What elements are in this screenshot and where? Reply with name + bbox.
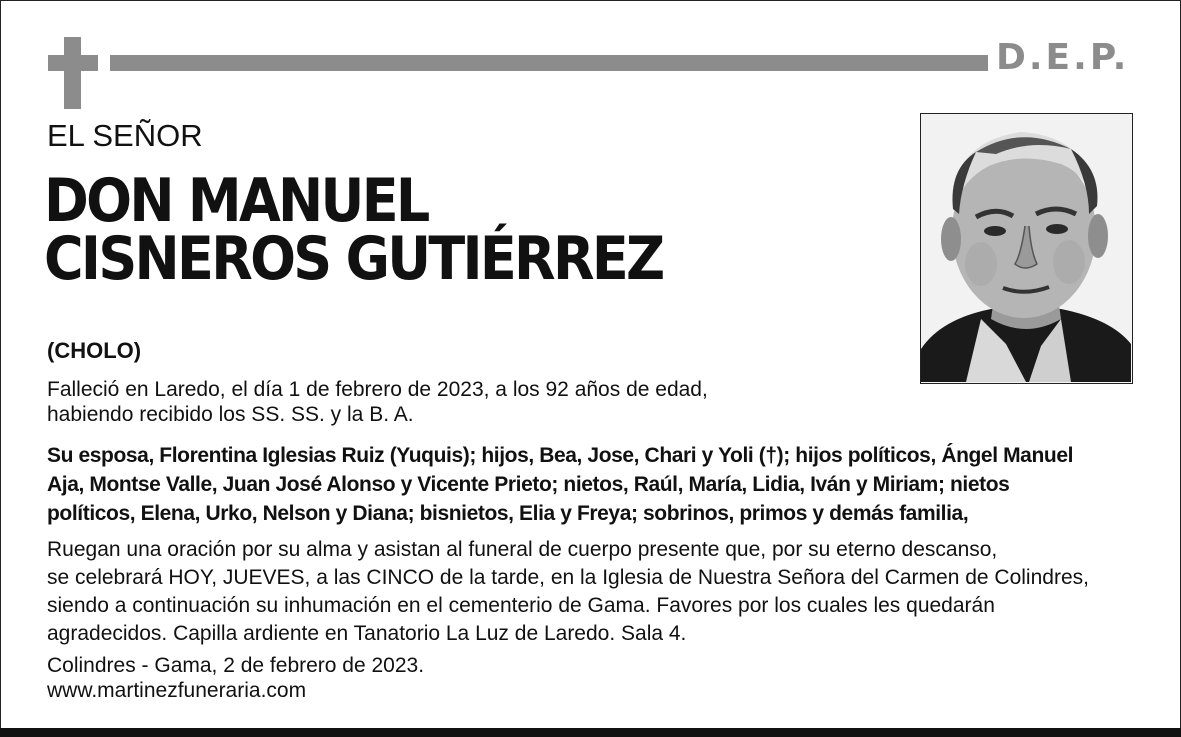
family-line: Su esposa, Florentina Iglesias Ruiz (Yuquis); hijos, Bea, Jose, Chari y Yoli (†); hijos políticos, Ángel Manuel bbox=[47, 444, 1074, 467]
website-link[interactable]: www.martinezfuneraria.com bbox=[47, 679, 307, 702]
death-paragraph bbox=[47, 377, 708, 427]
header-rule bbox=[110, 55, 988, 71]
funeral-paragraph bbox=[47, 536, 1089, 648]
funeral-line: agradecidos. Capilla ardiente en Tanatorio La Luz de Laredo. Sala 4. bbox=[47, 622, 687, 645]
portrait-image bbox=[921, 114, 1131, 382]
deceased-name bbox=[44, 166, 663, 294]
dep-label: D.E.P. bbox=[996, 37, 1130, 78]
death-line: Falleció en Laredo, el día 1 de febrero de 2023, a los 92 años de edad, bbox=[47, 378, 708, 401]
honorific: EL SEÑOR bbox=[47, 118, 203, 153]
family-line: políticos, Elena, Urko, Nelson y Diana; bisnietos, Elia y Freya; sobrinos, primos y demás familia, bbox=[47, 502, 969, 525]
cross-icon bbox=[64, 37, 81, 109]
name-line-2: CISNEROS GUTIÉRREZ bbox=[44, 224, 663, 294]
funeral-line: Ruegan una oración por su alma y asistan al funeral de cuerpo presente que, por su eterno descanso, bbox=[47, 538, 998, 561]
nickname: (CHOLO) bbox=[47, 338, 142, 363]
family-line: Aja, Montse Valle, Juan José Alonso y Vicente Prieto; nietos, Raúl, María, Lidia, Iván y Miriam; nietos bbox=[47, 473, 1010, 496]
funeral-line: siendo a continuación su inhumación en el cementerio de Gama. Favores por los cuales les quedarán bbox=[47, 594, 995, 617]
bottom-rule bbox=[0, 728, 1181, 737]
death-line: habiendo recibido los SS. SS. y la B. A. bbox=[47, 403, 414, 426]
family-paragraph bbox=[47, 441, 1073, 528]
name-line-1: DON MANUEL bbox=[44, 166, 428, 236]
closing-block bbox=[47, 653, 424, 703]
funeral-line: se celebrará HOY, JUEVES, a las CINCO de la tarde, en la Iglesia de Nuestra Señora del Carmen de Colindres, bbox=[47, 566, 1089, 589]
place-date: Colindres - Gama, 2 de febrero de 2023. bbox=[47, 654, 425, 677]
cross-icon-bar bbox=[48, 55, 98, 71]
portrait-photo bbox=[920, 113, 1133, 384]
